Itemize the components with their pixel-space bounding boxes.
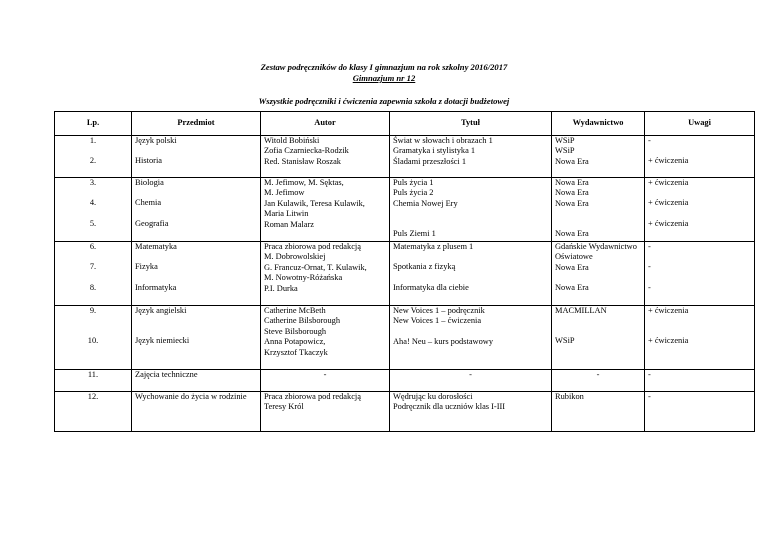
author-cell <box>261 306 390 370</box>
school-name: Gimnazjum nr 12 <box>352 73 416 83</box>
lp-value: 8. <box>89 282 97 292</box>
notes-value: - <box>648 262 651 272</box>
lp-cell: 11. <box>55 370 132 392</box>
notes-value: + ćwiczenia <box>648 218 689 228</box>
title-value: Aha! Neu – kurs podstawowy <box>393 336 494 346</box>
publisher-value: Nowa Era <box>555 229 589 239</box>
author-value: Catherine Bilsborough <box>264 316 341 326</box>
title-value: Spotkania z fizyką <box>393 262 456 272</box>
column-header-lp: Lp. <box>55 112 132 136</box>
publisher-value: Nowa Era <box>555 198 589 208</box>
notes-value: - <box>648 136 651 145</box>
lp-value: 3. <box>89 178 97 187</box>
notes-cell: - <box>645 370 755 392</box>
column-header-subject: Przedmiot <box>132 112 261 136</box>
textbook-table <box>54 111 755 432</box>
subject-value: Biologia <box>135 178 164 187</box>
author-value: Anna Potapowicz, <box>264 337 326 347</box>
table-row <box>55 242 755 306</box>
table-row <box>55 136 755 178</box>
notes-value: - <box>648 282 651 292</box>
table-row <box>55 392 755 432</box>
author-value: Krzysztof Tkaczyk <box>264 347 328 357</box>
author-value: Praca zbiorowa pod redakcją <box>264 392 361 401</box>
title-value: Wędrując ku dorosłości <box>393 392 473 401</box>
publisher-value: WSiP <box>555 146 575 156</box>
lp-value: 5. <box>89 218 97 228</box>
table-row <box>55 178 755 242</box>
title-value: Matematyka z plusem 1 <box>393 242 474 251</box>
title-value: New Voices 1 – ćwiczenia <box>393 316 482 326</box>
lp-value: 7. <box>89 262 97 272</box>
lp-cell <box>55 136 132 178</box>
publisher-cell <box>552 136 645 178</box>
notes-cell: - <box>645 392 755 432</box>
notes-cell <box>645 306 755 370</box>
publisher-cell: - <box>552 370 645 392</box>
column-header-notes: Uwagi <box>645 112 755 136</box>
author-value: Witold Bobiński <box>264 136 320 145</box>
title-cell <box>390 392 552 432</box>
author-value: Praca zbiorowa pod redakcją <box>264 242 361 251</box>
notes-value: + ćwiczenia <box>648 336 689 346</box>
column-header-author: Autor <box>261 112 390 136</box>
subject-cell <box>132 242 261 306</box>
notes-cell <box>645 242 755 306</box>
publisher-value: MACMILLAN <box>555 306 607 315</box>
title-value: New Voices 1 – podręcznik <box>393 306 485 315</box>
column-header-title: Tytuł <box>390 112 552 136</box>
lp-value: 9. <box>89 306 97 315</box>
author-value: G. Francuz-Ornat, T. Kulawik, <box>264 262 367 272</box>
table-row <box>55 306 755 370</box>
publisher-value: Nowa Era <box>555 283 589 293</box>
publisher-value: Nowa Era <box>555 156 589 166</box>
lp-cell: 12. <box>55 392 132 432</box>
author-value: P.I. Durka <box>264 283 298 293</box>
author-value: Steve Bilsborough <box>264 326 327 336</box>
lp-value: 1. <box>89 136 97 145</box>
lp-value: 4. <box>89 198 97 208</box>
author-value: Zofia Czarniecka-Rodzik <box>264 146 349 156</box>
publisher-value: Nowa Era <box>555 262 589 272</box>
funding-note: Wszystkie podręczniki i ćwiczenia zapewnia szkoła z dotacji budżetowej <box>258 96 510 106</box>
title-value: Puls życia 1 <box>393 178 434 187</box>
subject-value: Informatyka <box>135 282 177 292</box>
title-value: Informatyka dla ciebie <box>393 282 469 292</box>
publisher-value: Oświatowe <box>555 252 593 262</box>
subject-cell <box>132 306 261 370</box>
subject-cell <box>132 136 261 178</box>
subject-cell <box>132 178 261 242</box>
notes-value: + ćwiczenia <box>648 156 689 166</box>
author-cell <box>261 178 390 242</box>
subject-value: Chemia <box>135 198 162 208</box>
title-cell: - <box>390 370 552 392</box>
notes-value: + ćwiczenia <box>648 198 689 208</box>
author-value: Red. Stanisław Roszak <box>264 156 341 166</box>
title-value: Chemia Nowej Ery <box>393 198 458 208</box>
table-header-row <box>55 112 755 136</box>
subject-value: Historia <box>135 156 162 166</box>
publisher-value: Gdańskie Wydawnictwo <box>555 242 637 251</box>
author-cell <box>261 392 390 432</box>
title-value: Puls życia 2 <box>393 188 434 198</box>
lp-value: 2. <box>89 156 97 166</box>
title-value: Puls Ziemi 1 <box>393 229 436 239</box>
publisher-cell <box>552 178 645 242</box>
lp-value: 6. <box>89 242 97 251</box>
author-value: M. Jefimow, M. Sęktas, <box>264 178 344 187</box>
title-value: Świat w słowach i obrazach 1 <box>393 136 493 145</box>
subject-cell: Zajęcia techniczne <box>132 370 261 392</box>
column-header-publisher: Wydawnictwo <box>552 112 645 136</box>
lp-cell <box>55 242 132 306</box>
lp-cell <box>55 306 132 370</box>
publisher-value: WSiP <box>555 336 575 346</box>
notes-value: + ćwiczenia <box>648 306 689 315</box>
subject-value: Fizyka <box>135 262 158 272</box>
author-cell <box>261 136 390 178</box>
document-title: Zestaw podręczników do klasy I gimnazjum na rok szkolny 2016/2017 <box>260 62 508 72</box>
subject-value: Geografia <box>135 218 169 228</box>
author-value: M. Dobrowolskiej <box>264 252 326 262</box>
notes-value: - <box>648 242 651 251</box>
publisher-cell: Rubikon <box>552 392 645 432</box>
lp-cell <box>55 178 132 242</box>
author-value: Maria Litwin <box>264 209 309 219</box>
title-cell <box>390 136 552 178</box>
title-value: Gramatyka i stylistyka 1 <box>393 146 476 156</box>
author-value: Teresy Król <box>264 402 304 412</box>
author-value: Jan Kulawik, Teresa Kulawik, <box>264 198 365 208</box>
author-value: Roman Malarz <box>264 219 315 229</box>
title-cell <box>390 306 552 370</box>
title-cell <box>390 242 552 306</box>
publisher-cell <box>552 242 645 306</box>
notes-value: + ćwiczenia <box>648 178 689 187</box>
subject-value: Język polski <box>135 136 177 145</box>
publisher-value: Nowa Era <box>555 188 589 198</box>
author-value: Catherine McBeth <box>264 306 326 315</box>
author-cell: - <box>261 370 390 392</box>
publisher-cell <box>552 306 645 370</box>
author-value: M. Nowotny-Różańska <box>264 273 343 283</box>
title-value: Śladami przeszłości 1 <box>393 156 467 166</box>
publisher-value: WSiP <box>555 136 575 145</box>
subject-value: Język niemiecki <box>135 336 190 346</box>
lp-value: 10. <box>87 336 99 346</box>
table-row <box>55 370 755 392</box>
author-value: M. Jefimow <box>264 188 305 198</box>
title-cell <box>390 178 552 242</box>
subject-cell: Wychowanie do życia w rodzinie <box>132 392 261 432</box>
notes-cell <box>645 178 755 242</box>
author-cell <box>261 242 390 306</box>
subject-value: Matematyka <box>135 242 177 251</box>
publisher-value: Nowa Era <box>555 178 589 187</box>
subject-value: Język angielski <box>135 306 187 315</box>
title-value: Podręcznik dla uczniów klas I-III <box>393 402 506 412</box>
notes-cell <box>645 136 755 178</box>
